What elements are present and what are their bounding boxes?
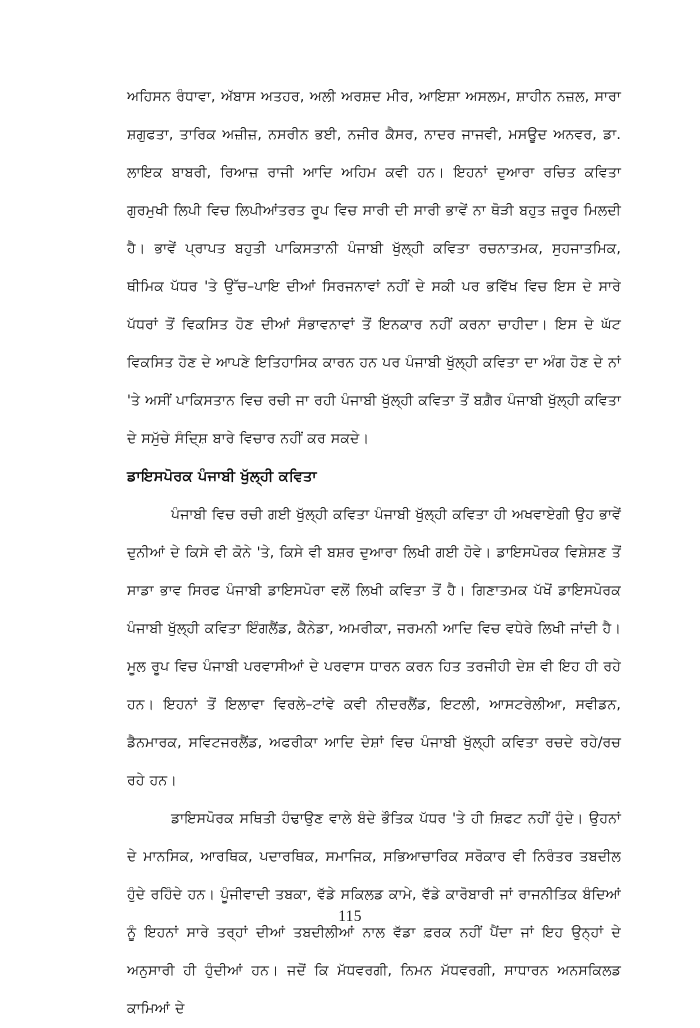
page-content — [127, 78, 621, 1028]
paragraph-continuation: ਅਹਿਸਨ ਰੰਧਾਵਾ, ਅੱਬਾਸ ਅਤਹਰ, ਅਲੀ ਅਰਸ਼ਦ ਮੀਰ, ਆਇਸ਼ਾ ਅਸਲਮ, ਸ਼ਾਹੀਨ ਨਜ਼ਲ, ਸਾਰਾ ਸ਼ਗੁਫਤਾ, ਤਾਰਿਕ ਅਜ਼ੀਜ਼, ਨਸਰੀਨ ਭਈ, ਨਜੀਰ ਕੈਸਰ, ਨਾਦਰ ਜਾਜਵੀ, ਮਸਊਦ ਅਨਵਰ, ਡਾ. ਲਾਇਕ ਬਾਬਰੀ, ਰਿਆਜ਼ ਰਾਜੀ ਆਦਿ ਅਹਿਮ ਕਵੀ ਹਨ। ਇਹਨਾਂ ਦੁਆਰਾ ਰਚਿਤ ਕਵਿਤਾ ਗੁਰਮੁਖੀ ਲਿਪੀ ਵਿਚ ਲਿਪੀਆਂਤਰਤ ਰੂਪ ਵਿਚ ਸਾਰੀ ਦੀ ਸਾਰੀ ਭਾਵੇਂ ਨਾ ਥੋੜੀ ਬਹੁਤ ਜ਼ਰੂਰ ਮਿਲਦੀ ਹੈ। ਭਾਵੇਂ ਪ੍ਰਾਪਤ ਬਹੁਤੀ ਪਾਕਿਸਤਾਨੀ ਪੰਜਾਬੀ ਖੁੱਲ੍ਹੀ ਕਵਿਤਾ ਰਚਨਾਤਮਕ, ਸੁਹਜਾਤਮਿਕ, ਥੀਮਿਕ ਪੱਧਰ 'ਤੇ ਉੱਚ–ਪਾਇ ਦੀਆਂ ਸਿਰਜਨਾਵਾਂ ਨਹੀਂ ਦੇ ਸਕੀ ਪਰ ਭਵਿੱਖ ਵਿਚ ਇਸ ਦੇ ਸਾਰੇ ਪੱਧਰਾਂ ਤੋਂ ਵਿਕਸਿਤ ਹੋਣ ਦੀਆਂ ਸੰਭਾਵਨਾਵਾਂ ਤੋਂ ਇਨਕਾਰ ਨਹੀਂ ਕਰਨਾ ਚਾਹੀਦਾ। ਇਸ ਦੇ ਘੱਟ ਵਿਕਸਿਤ ਹੋਣ ਦੇ ਆਪਣੇ ਇਤਿਹਾਸਿਕ ਕਾਰਨ ਹਨ ਪਰ ਪੰਜਾਬੀ ਖੁੱਲ੍ਹੀ ਕਵਿਤਾ ਦਾ ਅੰਗ ਹੋਣ ਦੇ ਨਾਂ 'ਤੇ ਅਸੀਂ ਪਾਕਿਸਤਾਨ ਵਿਚ ਰਚੀ ਜਾ ਰਹੀ ਪੰਜਾਬੀ ਖੁੱਲ੍ਹੀ ਕਵਿਤਾ ਤੋਂ ਬਗ਼ੈਰ ਪੰਜਾਬੀ ਖੁੱਲ੍ਹੀ ਕਵਿਤਾ ਦੇ ਸਮੁੱਚੇ ਸੰਦਿ੍ਸ਼ ਬਾਰੇ ਵਿਚਾਰ ਨਹੀਂ ਕਰ ਸਕਦੇ। — [127, 89, 621, 447]
page-number: 115 — [338, 908, 362, 925]
paragraph-diaspora-definition: ਪੰਜਾਬੀ ਵਿਚ ਰਚੀ ਗਈ ਖੁੱਲ੍ਹੀ ਕਵਿਤਾ ਪੰਜਾਬੀ ਖੁੱਲ੍ਹੀ ਕਵਿਤਾ ਹੀ ਅਖਵਾਏਗੀ ਉਹ ਭਾਵੇਂ ਦੁਨੀਆਂ ਦੇ ਕਿਸੇ ਵੀ ਕੋਨੇ 'ਤੇ, ਕਿਸੇ ਵੀ ਬਸ਼ਰ ਦੁਆਰਾ ਲਿਖੀ ਗਈ ਹੋਵੇ। ਡਾਇਸਪੋਰਕ ਵਿਸ਼ੇਸ਼ਣ ਤੋਂ ਸਾਡਾ ਭਾਵ ਸਿਰਫ ਪੰਜਾਬੀ ਡਾਇਸਪੋਰਾ ਵਲੋਂ ਲਿਖੀ ਕਵਿਤਾ ਤੋਂ ਹੈ। ਗਿਣਾਤਮਕ ਪੱਖੋਂ ਡਾਇਸਪੋਰਕ ਪੰਜਾਬੀ ਖੁੱਲ੍ਹੀ ਕਵਿਤਾ ਇੰਗਲੈਂਡ, ਕੈਨੇਡਾ, ਅਮਰੀਕਾ, ਜਰਮਨੀ ਆਦਿ ਵਿਚ ਵਧੇਰੇ ਲਿਖੀ ਜਾਂਦੀ ਹੈ। ਮੂਲ ਰੂਪ ਵਿਚ ਪੰਜਾਬੀ ਪਰਵਾਸੀਆਂ ਦੇ ਪਰਵਾਸ ਧਾਰਨ ਕਰਨ ਹਿਤ ਤਰਜੀਹੀ ਦੇਸ਼ ਵੀ ਇਹ ਹੀ ਰਹੇ ਹਨ। ਇਹਨਾਂ ਤੋਂ ਇਲਾਵਾ ਵਿਰਲੇ–ਟਾਂਵੇ ਕਵੀ ਨੀਦਰਲੈਂਡ, ਇਟਲੀ, ਆਸਟਰੇਲੀਆ, ਸਵੀਡਨ, ਡੈਨਮਾਰਕ, ਸਵਿਟਜਰਲੈਂਡ, ਅਫਰੀਕਾ ਆਦਿ ਦੇਸ਼ਾਂ ਵਿਚ ਪੰਜਾਬੀ ਖੁੱਲ੍ਹੀ ਕਵਿਤਾ ਰਚਦੇ ਰਹੇ/ਰਚ ਰਹੇ ਹਨ। — [127, 507, 621, 789]
section-heading-diasporic-punjabi-poetry: ਡਾਇਸਪੋਰਕ ਪੰਜਾਬੀ ਖੁੱਲ੍ਹੀ ਕਵਿਤਾ — [127, 468, 317, 485]
paragraph-diasporic-condition: ਡਾਇਸਪੋਰਕ ਸਥਿਤੀ ਹੰਢਾਉਣ ਵਾਲੇ ਬੰਦੇ ਭੌਤਿਕ ਪੱਧਰ 'ਤੇ ਹੀ ਸ਼ਿਫਟ ਨਹੀਂ ਹੁੰਦੇ। ਉਹਨਾਂ ਦੇ ਮਾਨਸਿਕ, ਆਰਥਿਕ, ਪਦਾਰਥਿਕ, ਸਮਾਜਿਕ, ਸਭਿਆਚਾਰਿਕ ਸਰੋਕਾਰ ਵੀ ਨਿਰੰਤਰ ਤਬਦੀਲ ਹੁੰਦੇ ਰਹਿੰਦੇ ਹਨ। ਪੂੰਜੀਵਾਦੀ ਤਬਕਾ, ਵੱਡੇ ਸਕਿਲਡ ਕਾਮੇ, ਵੱਡੇ ਕਾਰੋਬਾਰੀ ਜਾਂ ਰਾਜਨੀਤਿਕ ਬੰਦਿਆਂ ਨੂੰ ਇਹਨਾਂ ਸਾਰੇ ਤਰ੍ਹਾਂ ਦੀਆਂ ਤਬਦੀਲੀਆਂ ਨਾਲ ਵੱਡਾ ਫ਼ਰਕ ਨਹੀਂ ਪੈਂਦਾ ਜਾਂ ਇਹ ਉਨ੍ਹਾਂ ਦੇ ਅਨੁਸਾਰੀ ਹੀ ਹੁੰਦੀਆਂ ਹਨ। ਜਦੋਂ ਕਿ ਮੱਧਵਰਗੀ, ਨਿਮਨ ਮੱਧਵਰਗੀ, ਸਾਧਾਰਨ ਅਨਸਕਿਲਡ ਕਾਮਿਆਂ ਦੇ — [127, 811, 621, 1017]
